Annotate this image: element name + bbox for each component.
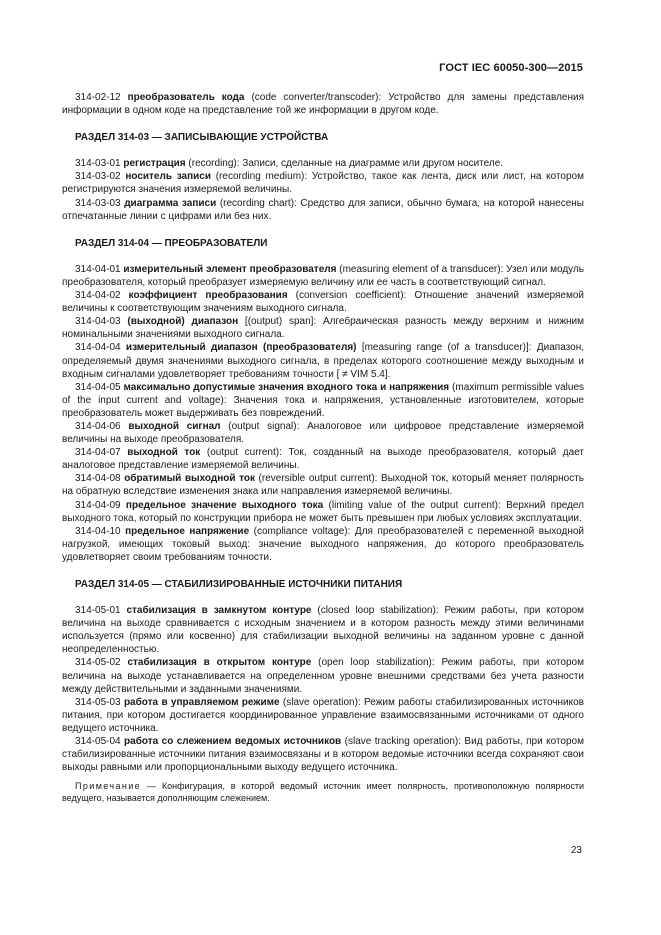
term-entry (62, 525, 584, 564)
term-definition: [(output) span]: Алгебраическая разность между верхним и нижним номинальными значениями выходного сигнала. (62, 316, 584, 341)
term-number: 314-03-03 (75, 197, 121, 209)
term-definition: (maximum permissible values of the input current and voltage): Значения тока и напряжения, установленные изготовителем, которые преобразователь может выдерживать без повреждений. (62, 381, 585, 419)
term-number: 314-04-01 (75, 263, 121, 275)
term-number: 314-04-04 (75, 342, 121, 354)
term-name: стабилизация в открытом контуре (127, 657, 312, 669)
standard-designation: ГОСТ IEC 60050-300—2015 (439, 62, 583, 74)
term-name: стабилизация в замкнутом контуре (126, 605, 312, 617)
term-definition: (recording medium): Устройство, такое как лента, диск или лист, на котором регистрируются значения измеряемой величины. (62, 171, 584, 196)
term-number: 314-04-05 (75, 381, 121, 393)
term-entry (62, 735, 584, 774)
term-number: 314-04-07 (75, 447, 121, 459)
term-definition: (compliance voltage): Для преобразователей с переменной выходной нагрузкой, имеющих токовый выход: значение выходного напряжения, до которого преобразователь удовлетворяет своим требованиям точности. (62, 525, 584, 563)
term-number: 314-04-10 (75, 525, 121, 537)
term-definition: (code converter/transcoder): Устройство для замены представления информации в одном коде на представление той же информации в другом коде. (62, 92, 584, 117)
term-entry (62, 315, 584, 341)
term-name: диаграмма записи (124, 197, 217, 209)
note (62, 780, 584, 804)
term-number: 314-03-02 (75, 171, 121, 183)
term-entry (62, 446, 584, 472)
page-content (62, 91, 584, 804)
term-number: 314-05-03 (75, 696, 121, 708)
term-definition: (recording chart): Средство для записи, обычно бумага, на которой нанесены отпечатанные линии с цифрами или без них. (62, 197, 584, 222)
term-number: 314-04-06 (75, 420, 121, 432)
section-title: РАЗДЕЛ 314-05 — СТАБИЛИЗИРОВАННЫЕ ИСТОЧНИКИ ПИТАНИЯ (75, 579, 403, 590)
term-entry (62, 91, 584, 117)
section-title: РАЗДЕЛ 314-03 — ЗАПИСЫВАЮЩИЕ УСТРОЙСТВА (75, 132, 329, 144)
term-entry (62, 170, 584, 196)
term-definition: (measuring element of a transducer): Узел или модуль преобразователя, который преобразует измеряемую величину или ее часть в соответствующий сигнал. (62, 263, 584, 288)
term-entry (62, 289, 584, 315)
term-entry (62, 157, 584, 170)
term-name: носитель записи (125, 171, 212, 183)
term-definition: (limiting value of the output current): Верхний предел выходного тока, который по конструкции прибора не может быть превышен при любых условиях эксплуатации. (62, 499, 585, 524)
page-number: 23 (570, 845, 582, 856)
note-label: Примечание (75, 781, 142, 792)
term-name: регистрация (123, 158, 186, 170)
term-name: работа в управляемом режиме (123, 696, 280, 708)
term-number: 314-04-08 (75, 473, 121, 485)
term-entry (62, 696, 584, 735)
term-definition: (slave operation): Режим работы стабилизированных источников питания, при котором достигается координированное управление взаимосвязанными источниками от одного ведущего источника. (62, 696, 584, 734)
term-definition: (closed loop stabilization): Режим работы, при котором величина на выходе сравнивается с исходным значением и в котором разность между этими величинами используется (прямо или косвенно) для стабилизации выходной величины на заданном уровне с данной неопределенностью. (62, 605, 585, 656)
term-entry (62, 420, 584, 446)
term-entry (62, 263, 584, 289)
term-entry (62, 499, 584, 525)
term-definition: (recording): Записи, сделанные на диаграмме или другом носителе. (185, 158, 504, 170)
term-definition: (reversible output current): Выходной ток, который меняет полярность на обратную вследствие изменения знака или направления измеряемой величины. (62, 473, 584, 498)
term-name: максимально допустимые значения входного тока и напряжения (123, 381, 450, 393)
term-number: 314-05-02 (75, 657, 121, 669)
term-name: преобразователь кода (127, 92, 245, 103)
term-entry (62, 341, 584, 380)
term-number: 314-03-01 (75, 158, 121, 170)
term-entry (62, 197, 584, 223)
term-name: выходной ток (127, 447, 201, 459)
term-name: коэффициент преобразования (128, 290, 288, 302)
term-definition: (output current): Ток, созданный на выходе преобразователя, который дает аналоговое представление измеряемой величины. (62, 447, 585, 472)
term-name: предельное напряжение (125, 525, 250, 537)
term-name: измерительный диапазон (преобразователя) (125, 342, 357, 354)
term-number: 314-02-12 (75, 92, 121, 103)
term-entry (62, 656, 584, 695)
term-entry (62, 381, 584, 420)
term-name: (выходной) диапазон (127, 316, 239, 328)
term-definition: [measuring range (of a transducer)]: Диапазон, определяемый двумя значениями выходного сигнала, в пределах которого соотношение между выходным и входным сигналами удовлетворяет требованиям точности [ ≠ VIM 5.4]. (62, 342, 584, 380)
term-definition: (conversion coefficient): Отношение значений измеряемой величины к соответствующим значениям выходного сигнала. (62, 290, 585, 315)
term-number: 314-05-01 (75, 605, 121, 617)
term-definition: (open loop stabilization): Режим работы, при котором величина на выходе устанавливается на определенном уровне внешними средствами без учета разности между действительными и заданными значениями. (62, 657, 584, 695)
term-name: обратимый выходной ток (124, 473, 255, 485)
term-number: 314-04-02 (75, 290, 121, 302)
term-number: 314-04-09 (75, 499, 121, 511)
term-number: 314-04-03 (75, 316, 121, 328)
term-name: измерительный элемент преобразователя (123, 263, 337, 275)
term-number: 314-05-04 (75, 736, 121, 748)
section-title: РАЗДЕЛ 314-04 — ПРЕОБРАЗОВАТЕЛИ (75, 237, 268, 249)
term-name: выходной сигнал (128, 420, 221, 432)
term-entry (62, 472, 584, 498)
note-text: — Конфигурация, в которой ведомый источник имеет полярность, противоположную полярности ведущего, называется дополняющим слежением. (62, 781, 584, 804)
term-definition: (output signal): Аналоговое или цифровое представление измеряемой величины на выходе преобразователя. (62, 420, 585, 446)
term-entry (62, 604, 584, 656)
term-name: предельное значение выходного тока (125, 499, 324, 511)
term-name: работа со слежением ведомых источников (124, 736, 342, 748)
term-definition: (slave tracking operation): Вид работы, при котором стабилизированные источники питания взаимосвязаны и в котором ведомые источники всегда сохраняют свои выходы равными или пропорциональными выходу ведущего источника. (62, 736, 584, 774)
